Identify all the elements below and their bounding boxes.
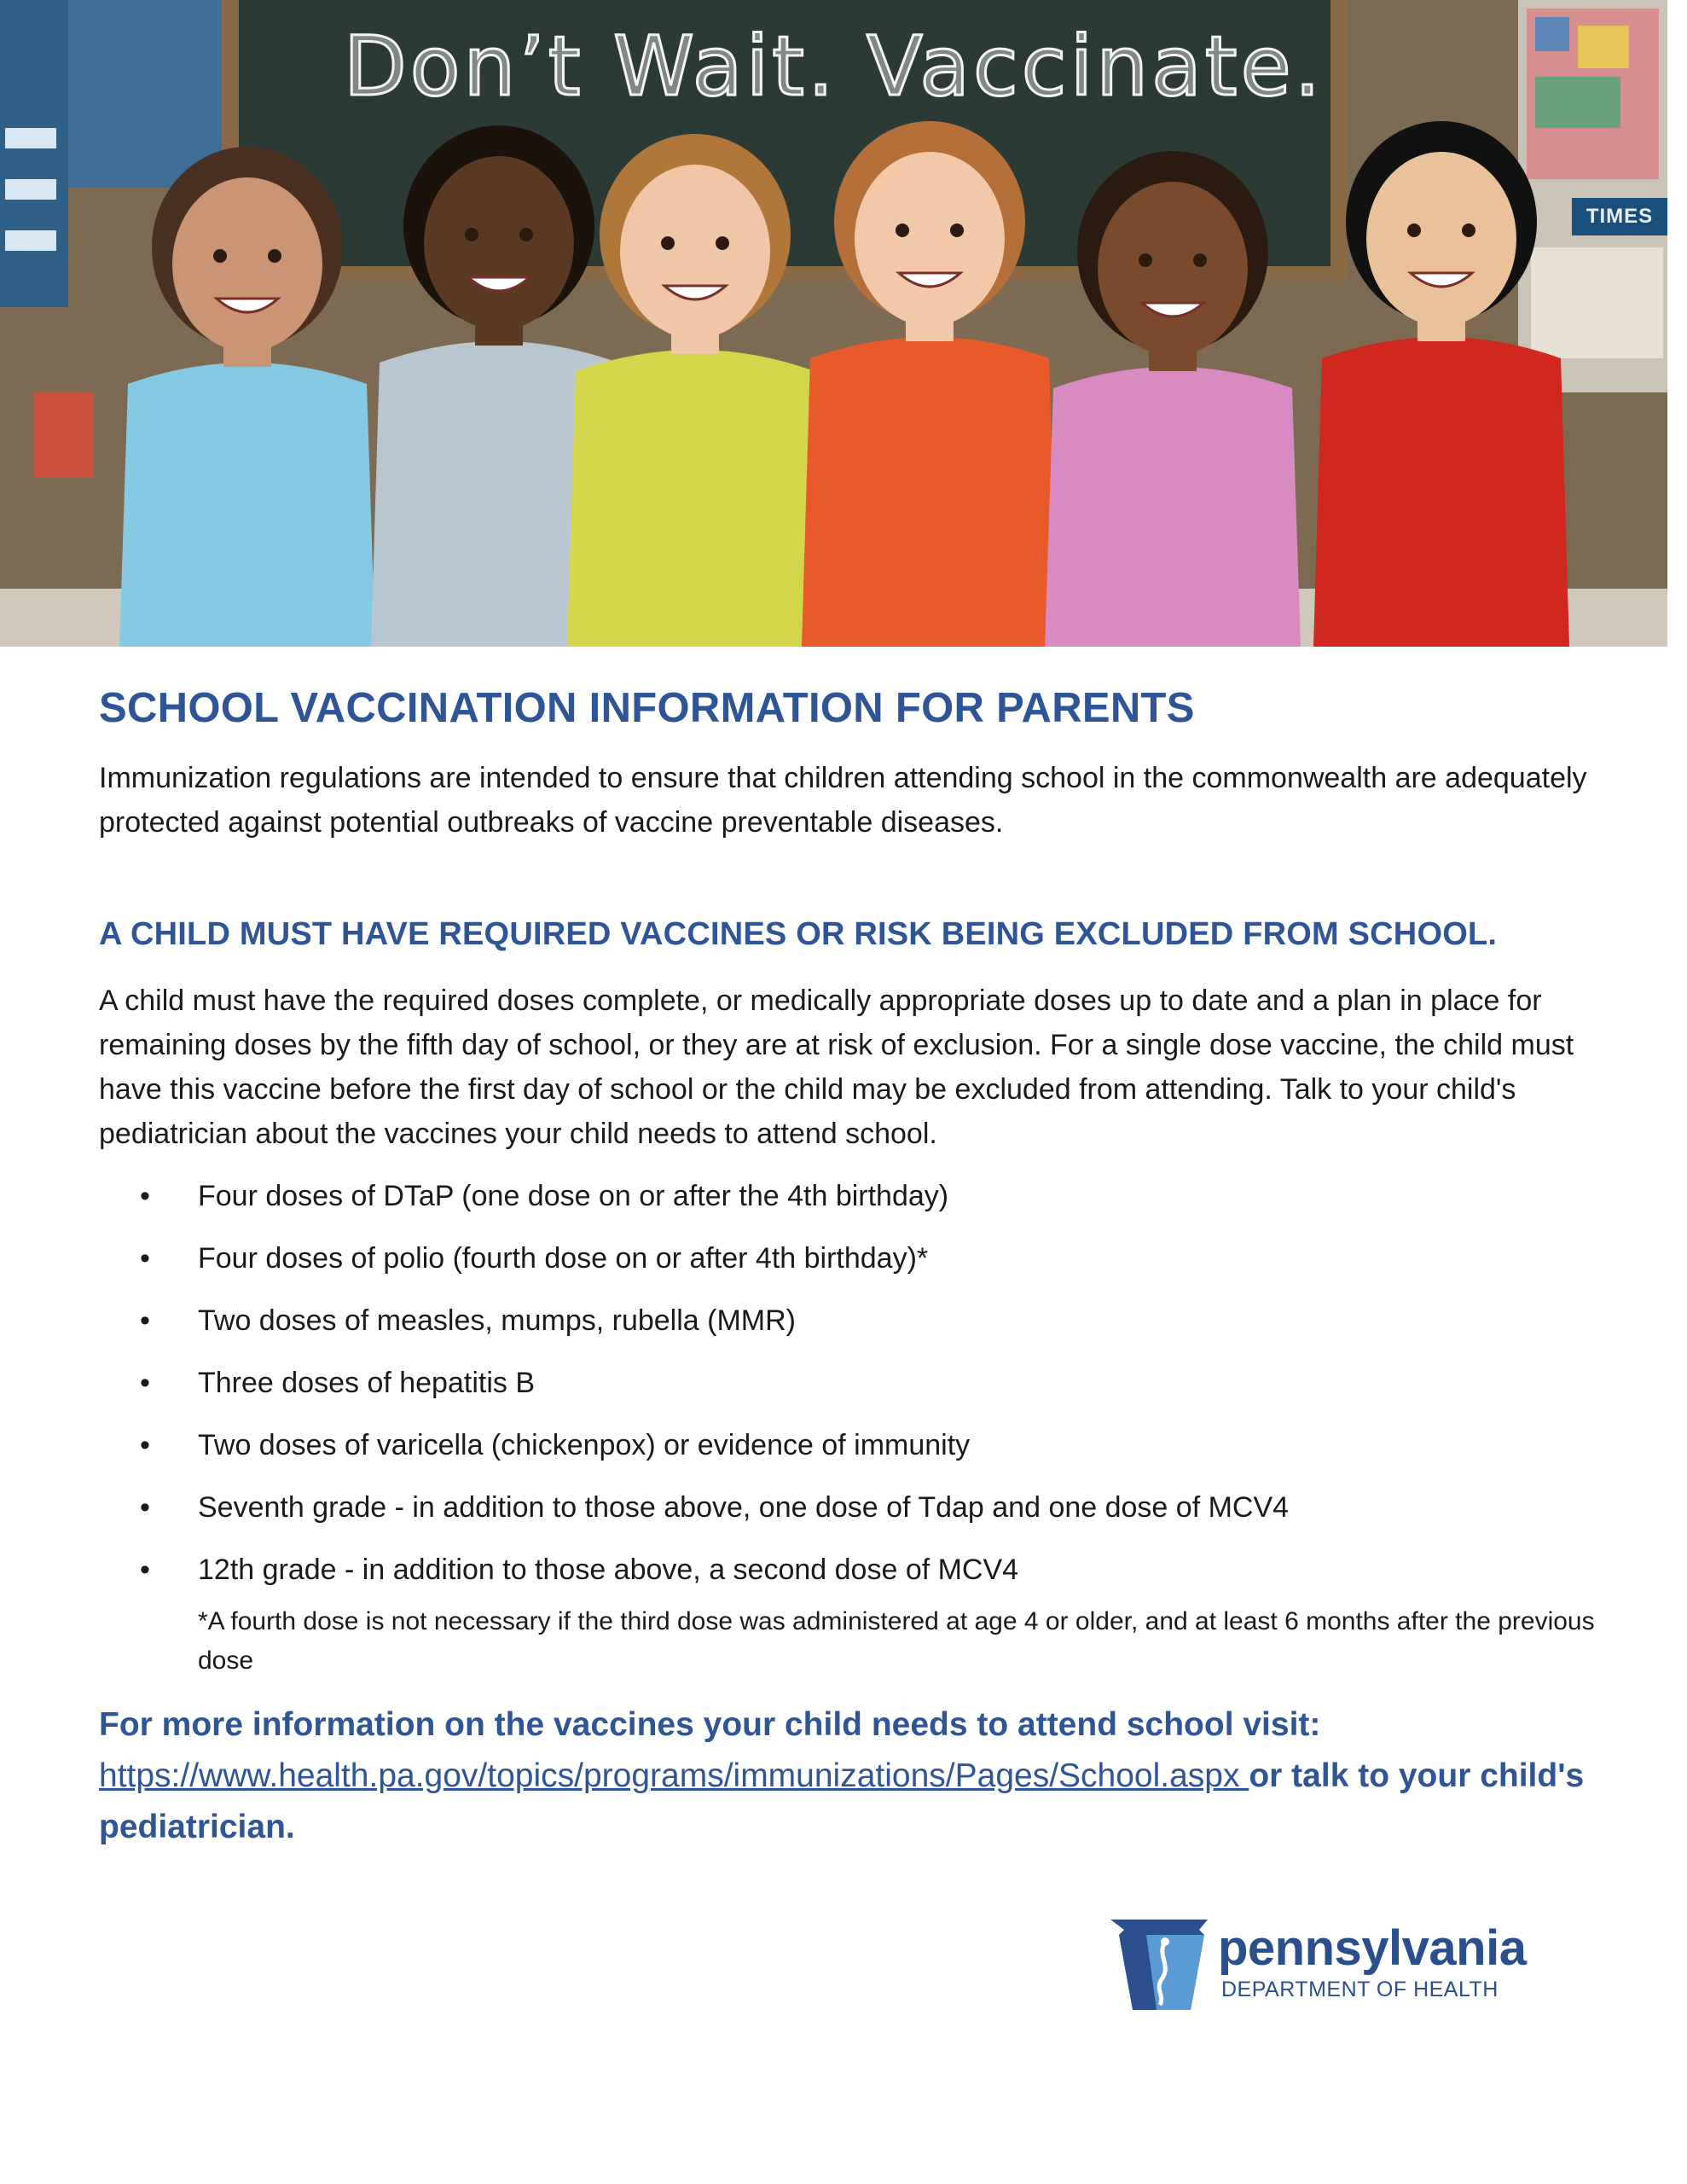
bullet-icon: •	[140, 1304, 150, 1337]
requirement-text: Two doses of varicella (chickenpox) or evidence of immunity	[198, 1429, 971, 1461]
more-info-suffix: or talk to your child's pediatrician.	[99, 1757, 1585, 1845]
bullet-icon: •	[140, 1429, 150, 1461]
child-figure	[119, 147, 375, 647]
child-figure	[567, 134, 823, 647]
requirement-text: Seventh grade - in addition to those above, one dose of Tdap and one dose of MCV4	[198, 1491, 1290, 1524]
child-figure	[802, 121, 1058, 647]
page-title: SCHOOL VACCINATION INFORMATION FOR PARENTS	[99, 685, 1195, 731]
logo-subtitle: DEPARTMENT OF HEALTH	[1221, 1978, 1499, 2001]
logo-wordmark: pennsylvania	[1218, 1920, 1527, 1976]
keystone-icon	[1109, 1904, 1220, 2015]
bullet-icon: •	[140, 1554, 150, 1586]
document-body	[99, 674, 1600, 1853]
health-dept-link[interactable]: https://www.health.pa.gov/topics/programs/immunizations/Pages/School.aspx	[99, 1757, 1249, 1794]
more-info-paragraph	[99, 1699, 1600, 1853]
list-item	[99, 1362, 1600, 1404]
list-item	[99, 1548, 1600, 1591]
bullet-icon: •	[140, 1367, 150, 1399]
requirements-paragraph: A child must have the required doses complete, or medically appropriate doses up to date and a plan in place for remaining doses by the fifth day of school, or they are at risk of exclusion. For a single dose vaccine, the child must have this vaccine before the first day of school or the child may be excluded from attending. Talk to your child's pediatrician about the vaccines your child needs to attend school.	[99, 985, 1574, 1150]
polio-footnote: *A fourth dose is not necessary if the third dose was administered at age 4 or older, and at least 6 months after the previous dose	[198, 1607, 1595, 1675]
more-info-prefix: For more information on the vaccines your child needs to attend school visit:	[99, 1706, 1321, 1743]
list-item	[99, 1237, 1600, 1280]
vaccine-requirements-list	[99, 1175, 1600, 1591]
requirement-text: 12th grade - in addition to those above, a second dose of MCV4	[198, 1554, 1019, 1586]
bullet-icon: •	[140, 1242, 150, 1275]
list-item	[99, 1486, 1600, 1529]
list-item	[99, 1175, 1600, 1217]
hero-photo	[0, 0, 1667, 647]
requirement-text: Three doses of hepatitis B	[198, 1367, 536, 1399]
requirement-text: Two doses of measles, mumps, rubella (MMR)	[198, 1304, 796, 1337]
bullet-icon: •	[140, 1180, 150, 1212]
child-figure	[1045, 151, 1301, 647]
child-figure	[1313, 121, 1569, 647]
slogan-chalk-text: Don’t Wait. Vaccinate.	[343, 19, 1325, 114]
pa-health-logo	[1109, 1904, 1527, 2015]
list-item	[99, 1424, 1600, 1467]
exclusion-warning-heading: A CHILD MUST HAVE REQUIRED VACCINES OR RISK BEING EXCLUDED FROM SCHOOL.	[99, 916, 1498, 952]
list-item	[99, 1299, 1600, 1342]
requirement-text: Four doses of polio (fourth dose on or after 4th birthday)*	[198, 1242, 929, 1275]
times-sign: TIMES	[1572, 198, 1667, 235]
bullet-icon: •	[140, 1491, 150, 1524]
intro-paragraph: Immunization regulations are intended to ensure that children attending school in the commonwealth are adequately protected against potential outbreaks of vaccine preventable diseases.	[99, 762, 1587, 839]
requirement-text: Four doses of DTaP (one dose on or after the 4th birthday)	[198, 1180, 949, 1212]
